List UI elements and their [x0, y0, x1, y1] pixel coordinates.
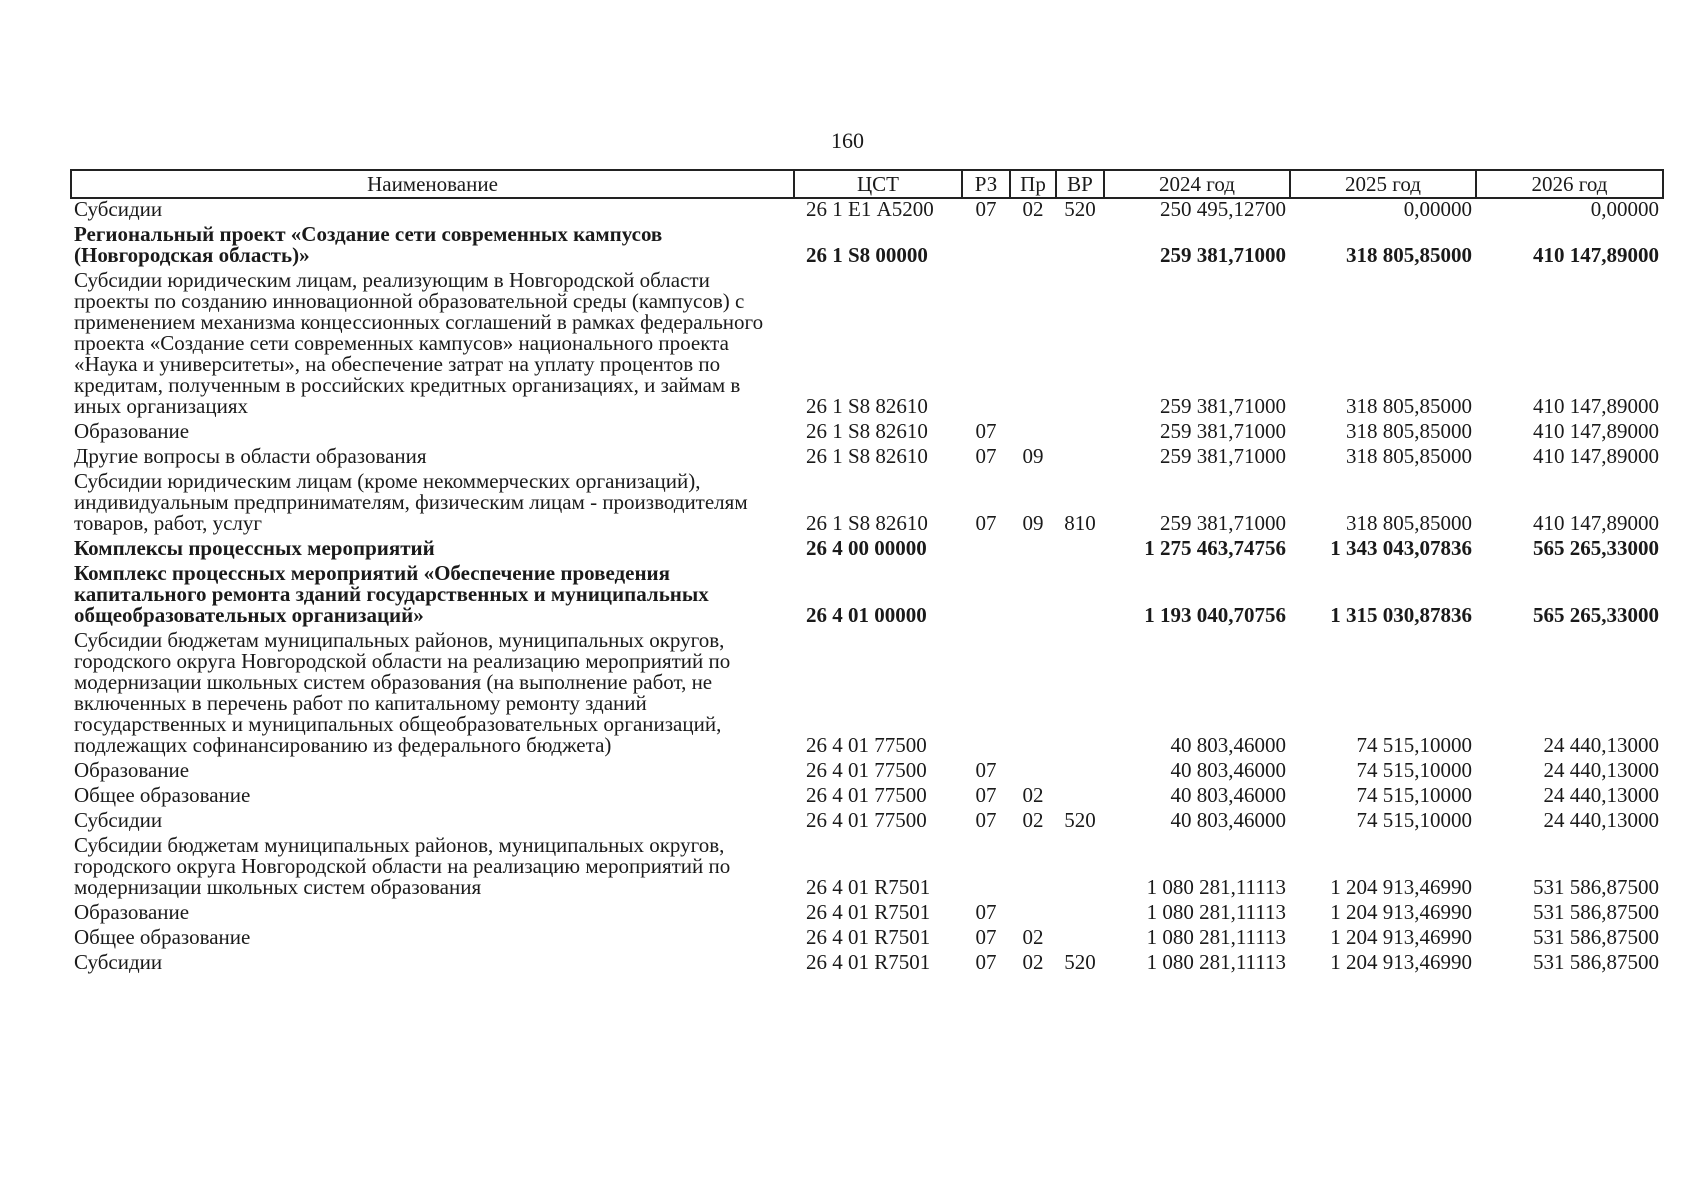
row-vr: 810 [1064, 511, 1096, 535]
row-rz: 07 [975, 758, 997, 782]
table-row [71, 756, 1663, 781]
row-vr [1056, 923, 1104, 948]
row-2026: 565 265,33000 [1533, 536, 1659, 560]
row-2024: 1 080 281,11113 [1146, 900, 1286, 924]
row-cst: 26 4 01 77500 [806, 733, 927, 757]
row-2025: 74 515,10000 [1356, 758, 1472, 782]
row-cst: 26 1 S8 00000 [806, 243, 928, 267]
row-cst: 26 4 01 R7501 [806, 900, 931, 924]
row-vr [1056, 442, 1104, 467]
page-number: 160 [831, 128, 864, 153]
table-row [71, 806, 1663, 831]
row-name: Субсидии юридическим лицам, реализующим в Новгородской области проекты по созданию инновационной образовательной среды (кампусов) с применением механизма концессионных соглашений в рамках федерального проекта «Создание сети современных кампусов» национального проекта «Наука и университеты», на обеспечение затрат на уплату процентов по кредитам, полученным в российских кредитных организациях, и займам в иных организациях [74, 268, 764, 418]
table-row [71, 923, 1663, 948]
row-vr [1056, 626, 1104, 756]
row-cst: 26 4 01 R7501 [806, 950, 931, 974]
row-vr: 520 [1064, 197, 1096, 221]
table-row [71, 442, 1663, 467]
header-rz: РЗ [962, 170, 1010, 198]
row-2025: 1 204 913,46990 [1330, 950, 1472, 974]
budget-table-container [70, 169, 1662, 973]
row-2025: 318 805,85000 [1346, 419, 1472, 443]
row-name: Субсидии [74, 197, 163, 221]
row-name: Образование [74, 900, 190, 924]
row-pr [1010, 831, 1056, 898]
row-pr [1010, 534, 1056, 559]
row-pr: 02 [1022, 808, 1044, 832]
row-cst: 26 1 S8 82610 [806, 419, 928, 443]
row-2025: 74 515,10000 [1356, 808, 1472, 832]
row-rz: 07 [975, 783, 997, 807]
row-pr [1010, 220, 1056, 266]
row-rz [962, 220, 1010, 266]
table-row [71, 948, 1663, 973]
row-2025: 1 204 913,46990 [1330, 900, 1472, 924]
row-cst: 26 1 S8 82610 [806, 511, 928, 535]
row-2024: 40 803,46000 [1170, 808, 1286, 832]
row-2025: 1 343 043,07836 [1330, 536, 1472, 560]
row-2024: 1 080 281,11113 [1146, 875, 1286, 899]
table-row [71, 220, 1663, 266]
row-name: Образование [74, 758, 190, 782]
header-2024: 2024 год [1104, 170, 1290, 198]
table-row [71, 898, 1663, 923]
row-cst: 26 4 01 R7501 [806, 925, 931, 949]
row-2024: 1 275 463,74756 [1144, 536, 1286, 560]
row-vr [1056, 559, 1104, 626]
row-pr: 09 [1022, 511, 1044, 535]
row-rz: 07 [975, 419, 997, 443]
row-2026: 565 265,33000 [1533, 603, 1659, 627]
row-name: Региональный проект «Создание сети современных кампусов (Новгородская область)» [74, 222, 663, 267]
row-name: Образование [74, 419, 190, 443]
table-header-row [71, 170, 1663, 198]
row-pr: 02 [1022, 925, 1044, 949]
row-rz: 07 [975, 950, 997, 974]
row-2025: 318 805,85000 [1346, 444, 1472, 468]
row-vr [1056, 417, 1104, 442]
row-name: Общее образование [74, 783, 251, 807]
row-2026: 531 586,87500 [1533, 900, 1659, 924]
row-cst: 26 4 01 R7501 [806, 875, 931, 899]
row-cst: 26 4 01 77500 [806, 758, 927, 782]
row-vr: 520 [1064, 950, 1096, 974]
row-2025: 318 805,85000 [1346, 243, 1472, 267]
row-pr [1010, 756, 1056, 781]
row-2024: 40 803,46000 [1170, 733, 1286, 757]
row-name: Субсидии [74, 950, 163, 974]
table-body [71, 198, 1663, 973]
row-name: Комплексы процессных мероприятий [74, 536, 435, 560]
row-cst: 26 1 S8 82610 [806, 444, 928, 468]
row-rz [962, 559, 1010, 626]
header-name: Наименование [71, 170, 794, 198]
table-row [71, 534, 1663, 559]
row-2026: 410 147,89000 [1533, 444, 1659, 468]
row-rz [962, 534, 1010, 559]
table-row [71, 626, 1663, 756]
row-vr [1056, 220, 1104, 266]
row-2026: 24 440,13000 [1543, 808, 1659, 832]
row-cst: 26 4 01 77500 [806, 783, 927, 807]
row-2026: 410 147,89000 [1533, 511, 1659, 535]
row-2024: 250 495,12700 [1160, 197, 1286, 221]
table-row [71, 467, 1663, 534]
table-row [71, 198, 1663, 220]
row-2026: 24 440,13000 [1543, 783, 1659, 807]
row-cst: 26 4 01 77500 [806, 808, 927, 832]
row-pr: 09 [1022, 444, 1044, 468]
row-rz: 07 [975, 808, 997, 832]
row-cst: 26 4 00 00000 [806, 536, 927, 560]
row-2024: 40 803,46000 [1170, 758, 1286, 782]
row-pr [1010, 266, 1056, 417]
row-rz [962, 266, 1010, 417]
row-2025: 1 315 030,87836 [1330, 603, 1472, 627]
budget-table [70, 169, 1664, 973]
row-vr [1056, 756, 1104, 781]
row-pr [1010, 559, 1056, 626]
table-row [71, 831, 1663, 898]
row-name: Субсидии бюджетам муниципальных районов, муниципальных округов, городского округа Новгородской области на реализацию мероприятий по модернизации школьных систем образования [74, 833, 731, 899]
row-2025: 0,00000 [1403, 197, 1472, 221]
row-rz: 07 [975, 197, 997, 221]
row-2024: 259 381,71000 [1160, 444, 1286, 468]
row-rz [962, 831, 1010, 898]
row-rz: 07 [975, 511, 997, 535]
row-rz: 07 [975, 925, 997, 949]
row-pr [1010, 626, 1056, 756]
row-2025: 74 515,10000 [1356, 733, 1472, 757]
header-2026: 2026 год [1476, 170, 1663, 198]
row-2024: 259 381,71000 [1160, 243, 1286, 267]
row-rz: 07 [975, 900, 997, 924]
row-2024: 1 080 281,11113 [1146, 925, 1286, 949]
row-2026: 531 586,87500 [1533, 875, 1659, 899]
row-vr [1056, 898, 1104, 923]
row-pr: 02 [1022, 950, 1044, 974]
row-name: Другие вопросы в области образования [74, 444, 427, 468]
row-2024: 259 381,71000 [1160, 511, 1286, 535]
row-pr [1010, 898, 1056, 923]
row-2026: 410 147,89000 [1533, 243, 1659, 267]
row-rz: 07 [975, 444, 997, 468]
header-vr: ВР [1056, 170, 1104, 198]
table-row [71, 781, 1663, 806]
row-vr: 520 [1064, 808, 1096, 832]
header-pr: Пр [1010, 170, 1056, 198]
row-2024: 259 381,71000 [1160, 419, 1286, 443]
row-2026: 24 440,13000 [1543, 758, 1659, 782]
table-row [71, 559, 1663, 626]
row-vr [1056, 781, 1104, 806]
row-2024: 259 381,71000 [1160, 394, 1286, 418]
row-cst: 26 1 Е1 А5200 [806, 197, 934, 221]
header-cst: ЦСТ [794, 170, 962, 198]
table-row [71, 266, 1663, 417]
row-vr [1056, 534, 1104, 559]
row-2026: 531 586,87500 [1533, 925, 1659, 949]
row-pr: 02 [1022, 783, 1044, 807]
row-name: Субсидии юридическим лицам (кроме некоммерческих организаций), индивидуальным предпринимателям, физическим лицам - производителям товаров, работ, услуг [74, 469, 748, 535]
row-2026: 410 147,89000 [1533, 419, 1659, 443]
header-2025: 2025 год [1290, 170, 1476, 198]
row-vr [1056, 266, 1104, 417]
row-2026: 531 586,87500 [1533, 950, 1659, 974]
row-name: Комплекс процессных мероприятий «Обеспечение проведения капитального ремонта зданий государственных и муниципальных общеобразовательных организаций» [74, 561, 709, 627]
row-2026: 410 147,89000 [1533, 394, 1659, 418]
row-name: Общее образование [74, 925, 251, 949]
row-2026: 24 440,13000 [1543, 733, 1659, 757]
row-pr [1010, 417, 1056, 442]
row-rz [962, 626, 1010, 756]
row-2025: 74 515,10000 [1356, 783, 1472, 807]
row-2025: 1 204 913,46990 [1330, 925, 1472, 949]
row-2025: 318 805,85000 [1346, 511, 1472, 535]
row-name: Субсидии [74, 808, 163, 832]
row-pr: 02 [1022, 197, 1044, 221]
row-2024: 1 080 281,11113 [1146, 950, 1286, 974]
row-2026: 0,00000 [1590, 197, 1659, 221]
row-cst: 26 1 S8 82610 [806, 394, 928, 418]
row-vr [1056, 831, 1104, 898]
row-2024: 40 803,46000 [1170, 783, 1286, 807]
row-name: Субсидии бюджетам муниципальных районов, муниципальных округов, городского округа Новгородской области на реализацию мероприятий по модернизации школьных систем образования (на выполнение работ, не включенных в перечень работ по капитальному ремонту зданий государственных и муниципальных общеобразовательных организаций, подлежащих софинансированию из федерального бюджета) [74, 628, 731, 757]
table-row [71, 417, 1663, 442]
row-2025: 318 805,85000 [1346, 394, 1472, 418]
row-cst: 26 4 01 00000 [806, 603, 927, 627]
row-2025: 1 204 913,46990 [1330, 875, 1472, 899]
row-2024: 1 193 040,70756 [1144, 603, 1286, 627]
